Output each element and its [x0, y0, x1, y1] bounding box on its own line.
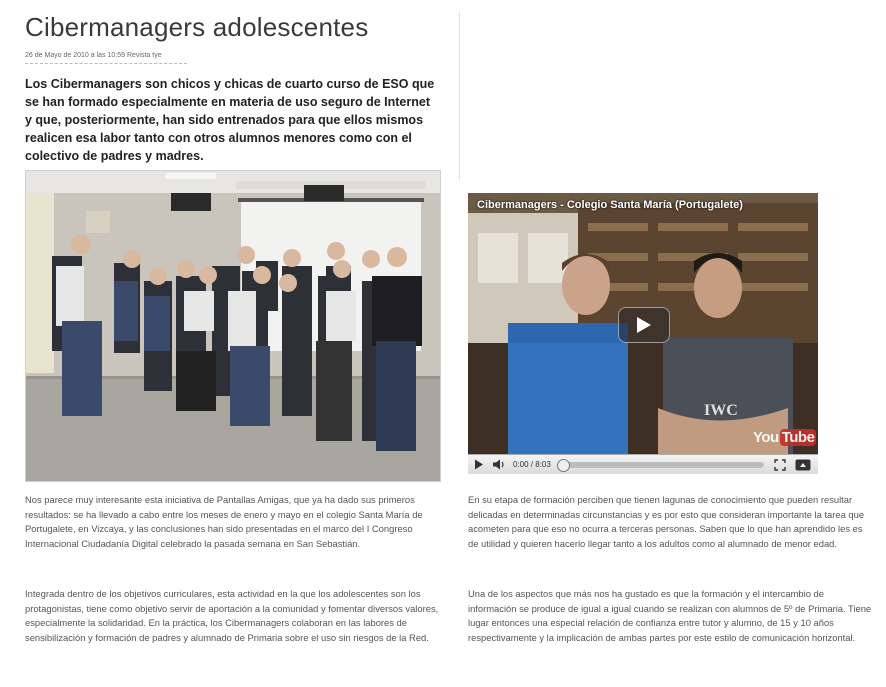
- article-meta: 26 de Mayo de 2010 a las 10:59 Revista tye: [25, 52, 187, 64]
- video-progress-bar[interactable]: [561, 462, 764, 468]
- video-title[interactable]: Cibermanagers - Colegio Santa María (Portugalete): [477, 199, 743, 211]
- big-play-button[interactable]: [618, 307, 670, 343]
- video-controls: [468, 454, 818, 474]
- left-paragraph-1: Nos parece muy interesante esta iniciativa de Pantallas Amigas, que ya ha dado sus primeros resultados: se ha llevado a cabo entre los meses de enero y mayo en el colegio Santa María de Portugalete, en Vizcaya, y las conclusiones han sido presentadas en el marco del I Congreso Internacional Ciudadanía Digital celebrado la pasada semana en San Sebastián.: [25, 494, 423, 549]
- progress-handle[interactable]: [557, 459, 570, 472]
- fullscreen-icon[interactable]: [774, 459, 786, 471]
- video-player[interactable]: [468, 193, 818, 474]
- youtube-logo[interactable]: [753, 429, 816, 446]
- right-paragraph-1: En su etapa de formación perciben que tienen lagunas de conocimiento que pueden resultar delicadas en determinadas circunstancias y es por esto que consideran importante la tarea que acometen para que eso no ocurra a terceras personas. Saben que lo que han aprendido les es de utilidad y quieren hacerlo llegar tanto a los adultos como al alumnado de menor edad.: [468, 494, 865, 549]
- youtube-logo-tube: Tube: [781, 429, 815, 446]
- svg-text:IWC: IWC: [704, 402, 738, 419]
- article-title: Cibermanagers adolescentes: [25, 12, 369, 42]
- right-paragraph-2: Una de los aspectos que más nos ha gustado es que la formación y el intercambio de información se produce de igual a igual cuando se realizan con alumnos de 5º de Primaria. Tiene lugar entonces una especial relación de confianza entre tutor y alumno, de 15 y 10 años respectivamente y la implicación de ambas partes por este estilo de comunicación horizontal.: [468, 588, 872, 643]
- video-time: 0:00 / 8:03: [513, 460, 551, 469]
- size-toggle-icon[interactable]: [795, 459, 811, 471]
- volume-icon[interactable]: [492, 459, 506, 470]
- article-lead: Los Cibermanagers son chicos y chicas de cuarto curso de ESO que se han formado especialmente en materia de uso seguro de Internet y que, posteriormente, han sido entrenados para que ellos mismos realicen esa labor tanto con otros alumnos menores como con el colectivo de padres y madres.: [25, 77, 435, 163]
- youtube-logo-you: You: [753, 429, 779, 446]
- group-photo: [25, 170, 441, 482]
- play-icon: [636, 316, 652, 334]
- column-divider: [459, 12, 460, 180]
- left-paragraph-2: Integrada dentro de los objetivos curriculares, esta actividad en la que los adolescentes son los protagonistas, tiene como objetivo servir de aportación a la comunidad y fomentar diversos valores, especialmente la solidaridad. En la práctica, los Cibermanagers colaboran en las labores de sensibilización y formación de padres y alumnado de Primaria sobre el uso sin riesgos de la Red.: [25, 588, 439, 643]
- play-icon[interactable]: [474, 459, 484, 470]
